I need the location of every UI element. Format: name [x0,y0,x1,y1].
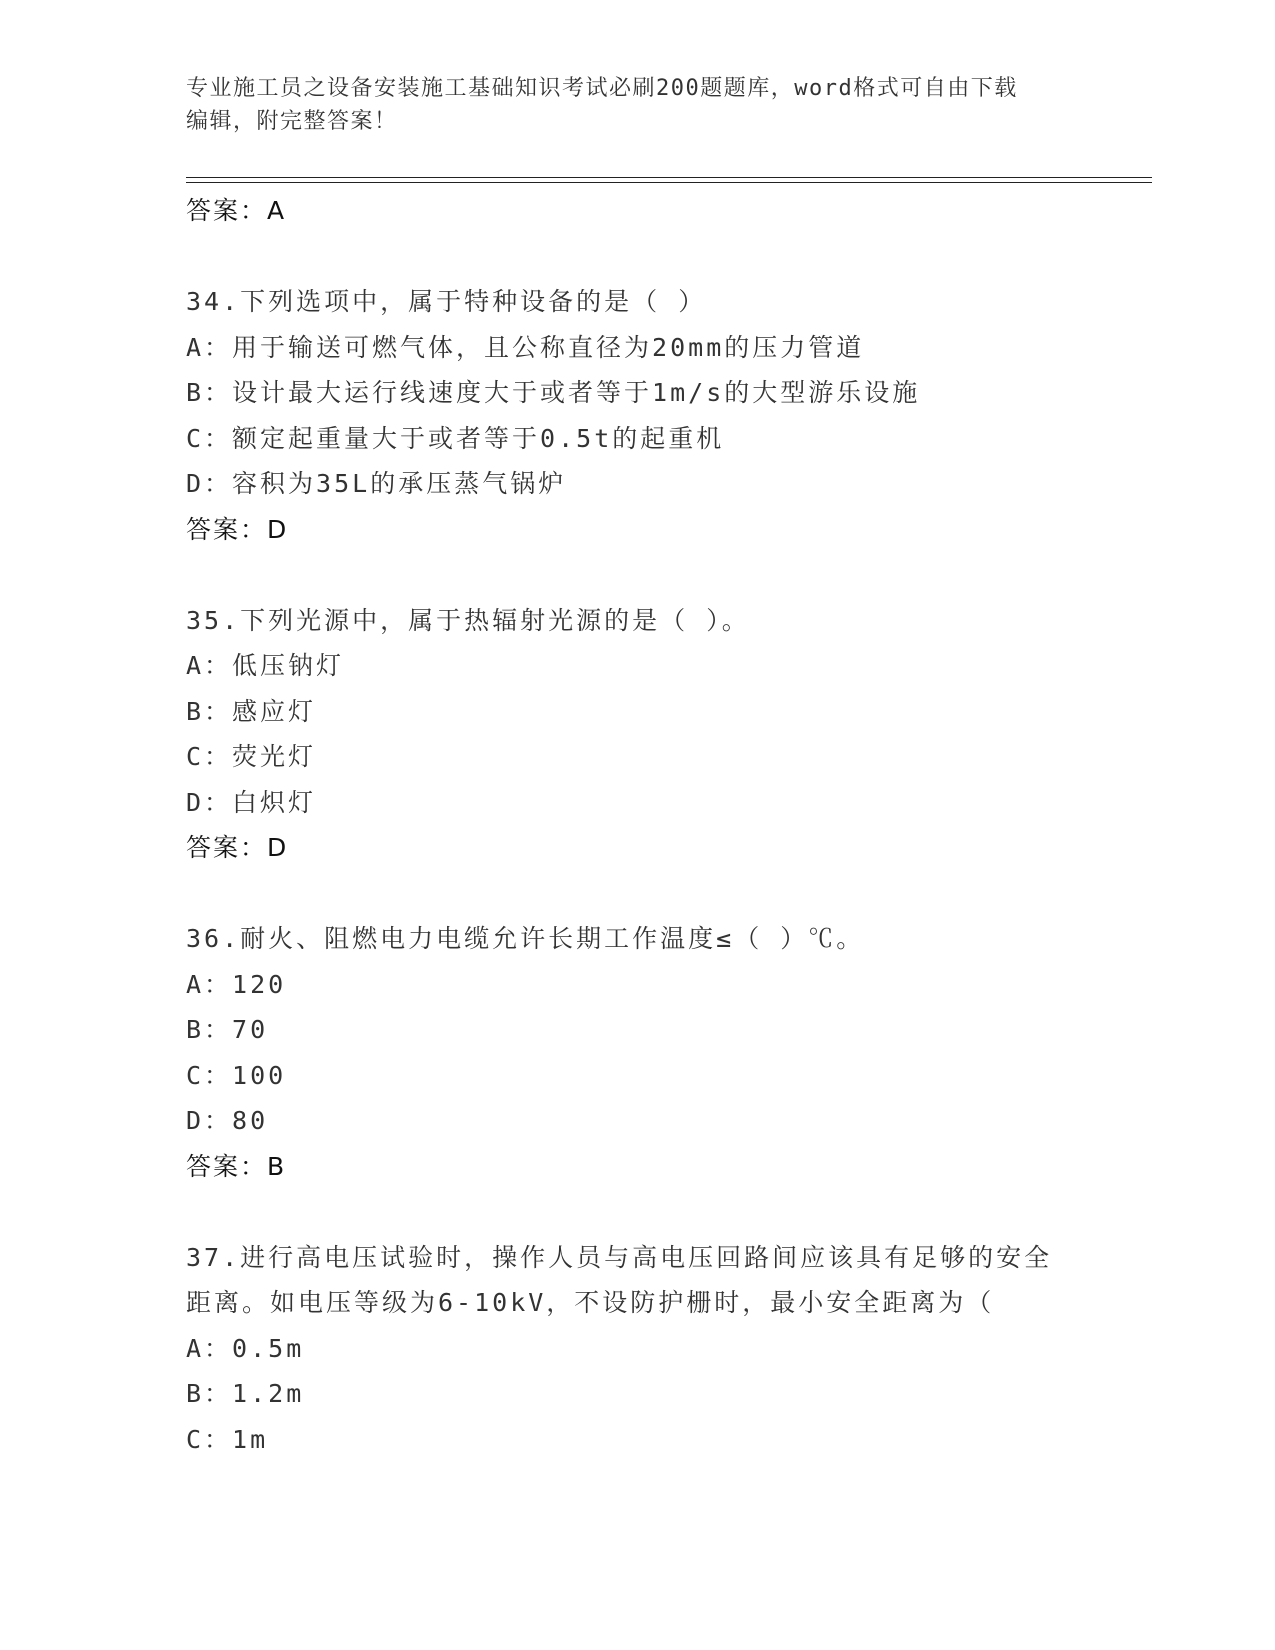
question-37 [186,1235,1152,1463]
option-a: A：用于输送可燃气体，且公称直径为20mm的压力管道 [186,332,865,362]
option-b: B：感应灯 [186,696,317,726]
spacer [186,871,1152,917]
answer: 答案：B [186,1151,287,1181]
option-b: B：设计最大运行线速度大于或者等于1m/s的大型游乐设施 [186,378,921,407]
option-d: D：容积为35L的承压蒸气锅炉 [186,469,567,498]
option-d: D：白炽灯 [186,787,317,817]
option-d: D：80 [186,1106,269,1135]
question-list [186,188,1152,1462]
option-a: A：0.5m [186,1333,305,1363]
spacer [186,1189,1152,1235]
question-stem: 35.下列光源中，属于热辐射光源的是（ ）。 [186,605,750,635]
header-line-1: 专业施工员之设备安装施工基础知识考试必刷200题题库，word格式可自由下载 [186,76,1018,101]
option-b: B：1.2m [186,1379,305,1408]
previous-answer: 答案：A [186,196,287,225]
answer: 答案：D [186,514,289,544]
option-b: B：70 [186,1015,269,1044]
option-c: C：100 [186,1060,287,1090]
option-c: C：荧光灯 [186,742,317,771]
option-a: A：120 [186,969,287,999]
spacer [186,552,1152,598]
question-stem-line-2: 距离。如电压等级为6-10kV，不设防护栅时，最小安全距离为（ [186,1288,995,1317]
answer: 答案：D [186,833,289,862]
option-c: C：1m [186,1424,269,1454]
question-34 [186,279,1152,552]
option-a: A：低压钠灯 [186,651,345,680]
option-c: C：额定起重量大于或者等于0.5t的起重机 [186,423,725,453]
question-stem-line-1: 37.进行高电压试验时，操作人员与高电压回路间应该具有足够的安全 [186,1242,1053,1272]
question-stem: 36.耐火、阻燃电力电缆允许长期工作温度≤（ ）℃。 [186,924,865,953]
header-rule-top [186,177,1152,178]
document-header [186,72,1086,138]
question-stem: 34.下列选项中，属于特种设备的是（ ） [186,287,707,316]
question-36 [186,916,1152,1189]
question-35 [186,598,1152,871]
spacer [186,234,1152,280]
header-line-2: 编辑，附完整答案！ [186,109,398,134]
header-rule-bottom [186,182,1152,183]
